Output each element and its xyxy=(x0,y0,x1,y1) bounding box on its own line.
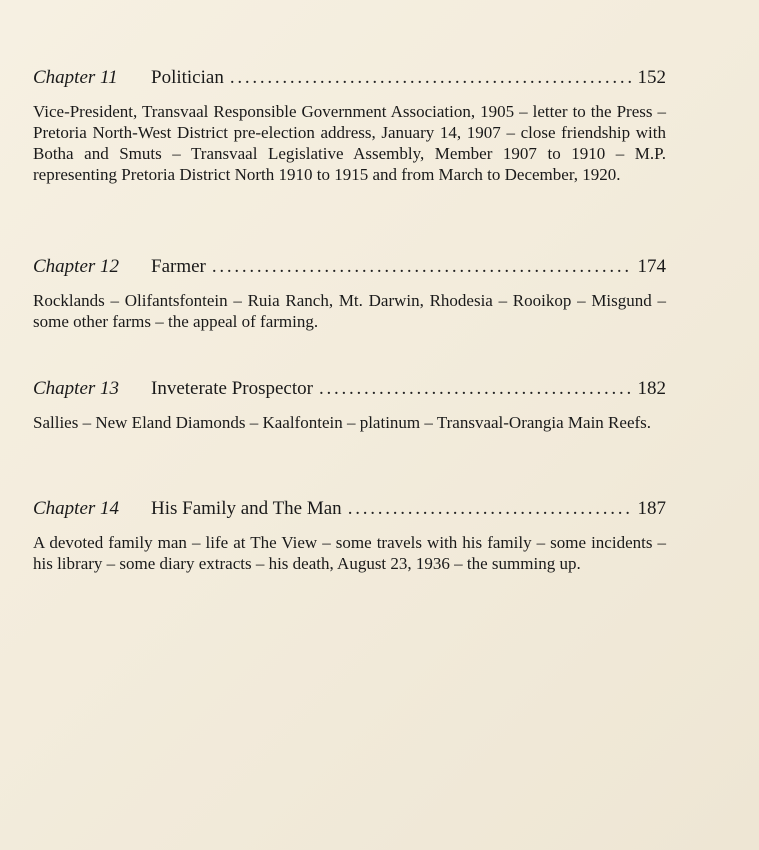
chapter-page-number: 174 xyxy=(637,256,666,277)
dot-leader xyxy=(348,498,632,520)
chapter-summary: Rocklands – Olifantsfontein – Ruia Ranch, Mt. Darwin, Rhodesia – Rooikop – Misgund – some other farms – the appeal of farming. xyxy=(33,291,666,331)
chapter-entry-11 xyxy=(33,67,666,185)
chapter-heading xyxy=(33,256,666,278)
chapter-title: His Family and The Man xyxy=(151,498,342,519)
chapter-number: Chapter 12 xyxy=(33,256,120,277)
chapter-entry-12 xyxy=(33,256,666,332)
dot-leader xyxy=(230,67,632,89)
chapter-number: Chapter 13 xyxy=(33,378,120,399)
dot-leader xyxy=(319,378,632,400)
chapter-title: Farmer xyxy=(151,256,206,277)
chapter-summary: Vice-President, Transvaal Responsible Government Association, 1905 – letter to the Press – Pretoria North-West District pre-election address, January 14, 1907 – close friendship with Botha and Smuts – Transvaal Legislative Assembly, Member 1907 to 1910 – M.P. representing Pretoria District North 1910 to 1915 and from March to December, 1920. xyxy=(33,102,666,184)
chapter-page-number: 182 xyxy=(637,378,666,399)
chapter-page-number: 152 xyxy=(637,67,666,88)
chapter-summary: Sallies – New Eland Diamonds – Kaalfontein – platinum – Transvaal-Orangia Main Reefs. xyxy=(33,413,652,432)
chapter-summary: A devoted family man – life at The View – some travels with his family – some incidents – his library – some diary extracts – his death, August 23, 1936 – the summing up. xyxy=(33,533,666,573)
chapter-heading xyxy=(33,67,666,89)
chapter-entry-14 xyxy=(33,498,666,574)
chapter-entry-13 xyxy=(33,378,666,433)
chapter-number: Chapter 11 xyxy=(33,67,118,88)
dot-leader xyxy=(212,256,632,278)
chapter-title: Politician xyxy=(151,67,224,88)
chapter-title: Inveterate Prospector xyxy=(151,378,313,399)
chapter-number: Chapter 14 xyxy=(33,498,120,519)
chapter-heading xyxy=(33,498,666,520)
chapter-heading xyxy=(33,378,666,400)
chapter-page-number: 187 xyxy=(637,498,666,519)
